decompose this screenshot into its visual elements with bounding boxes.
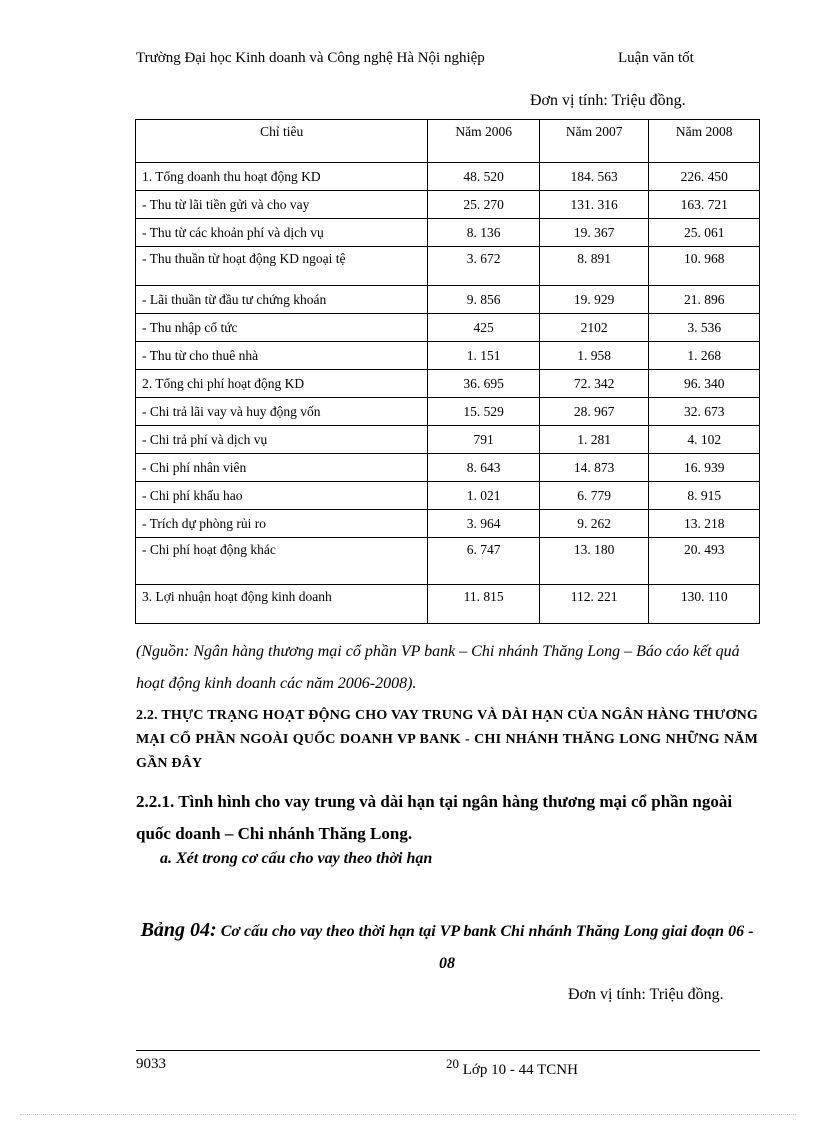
row-label: - Chi trả lãi vay và huy động vốn <box>136 398 428 426</box>
cell-2007: 131. 316 <box>539 191 649 219</box>
page-number: 20 <box>446 1056 459 1071</box>
cell-2007: 184. 563 <box>539 163 649 191</box>
cell-2006: 8. 643 <box>428 454 540 482</box>
header-indicator: Chỉ tiêu <box>136 120 428 163</box>
cell-2007: 1. 958 <box>539 342 649 370</box>
row-label: - Trích dự phòng rủi ro <box>136 510 428 538</box>
header-2007: Năm 2007 <box>539 120 649 163</box>
table-row <box>136 370 760 398</box>
cell-2007: 6. 779 <box>539 482 649 510</box>
cell-2006: 3. 964 <box>428 510 540 538</box>
cell-2008: 25. 061 <box>649 219 760 247</box>
row-label: - Thu nhập cổ tức <box>136 314 428 342</box>
cell-2008: 32. 673 <box>649 398 760 426</box>
cell-2007: 2102 <box>539 314 649 342</box>
cell-2007: 13. 180 <box>539 538 649 585</box>
cell-2008: 4. 102 <box>649 426 760 454</box>
cell-2008: 10. 968 <box>649 247 760 286</box>
row-label: 1. Tổng doanh thu hoạt động KD <box>136 163 428 191</box>
subheading-a: a. Xét trong cơ cấu cho vay theo thời hạn <box>160 850 433 867</box>
table-row <box>136 314 760 342</box>
cell-2006: 15. 529 <box>428 398 540 426</box>
cell-2008: 13. 218 <box>649 510 760 538</box>
row-label: 2. Tổng chi phí hoạt động KD <box>136 370 428 398</box>
unit-label-top: Đơn vị tính: Triệu đồng. <box>530 92 686 109</box>
cell-2006: 425 <box>428 314 540 342</box>
table-row <box>136 286 760 314</box>
cell-2007: 28. 967 <box>539 398 649 426</box>
table-4-caption <box>136 914 758 980</box>
cell-2007: 1. 281 <box>539 426 649 454</box>
cell-2007: 19. 929 <box>539 286 649 314</box>
table-row <box>136 219 760 247</box>
cell-2006: 11. 815 <box>428 585 540 624</box>
row-label: - Chi phí hoạt động khác <box>136 538 428 585</box>
footer-class-label: Lớp 10 - 44 TCNH <box>462 1062 578 1078</box>
section-heading-2-2: 2.2. THỰC TRẠNG HOẠT ĐỘNG CHO VAY TRUNG VÀ DÀI HẠN CỦA NGÂN HÀNG THƯƠNG MẠI CỔ PHẦN NGOÀI QUỐC DOANH VP BANK - CHI NHÁNH THĂNG LONG NHỮNG NĂM GẦN ĐÂY <box>136 708 758 771</box>
row-label: - Lãi thuần từ đầu tư chứng khoán <box>136 286 428 314</box>
table-row <box>136 585 760 624</box>
cell-2006: 8. 136 <box>428 219 540 247</box>
header-thesis: Luận văn tốt <box>618 50 694 66</box>
table-row <box>136 482 760 510</box>
cell-2007: 8. 891 <box>539 247 649 286</box>
cell-2008: 226. 450 <box>649 163 760 191</box>
row-label: - Thu từ cho thuê nhà <box>136 342 428 370</box>
cell-2007: 19. 367 <box>539 219 649 247</box>
cell-2008: 96. 340 <box>649 370 760 398</box>
financial-table <box>135 119 760 624</box>
cell-2008: 163. 721 <box>649 191 760 219</box>
row-label: - Thu từ lãi tiền gửi và cho vay <box>136 191 428 219</box>
cell-2008: 1. 268 <box>649 342 760 370</box>
source-note: (Nguồn: Ngân hàng thương mại cổ phần VP bank – Chi nhánh Thăng Long – Báo cáo kết quả hoạt động kinh doanh các năm 2006-2008). <box>136 643 740 692</box>
header-2008: Năm 2008 <box>649 120 760 163</box>
table-row <box>136 163 760 191</box>
cell-2008: 130. 110 <box>649 585 760 624</box>
table-4-title: Cơ cấu cho vay theo thời hạn tại VP bank Chi nhánh Thăng Long giai đoạn 06 - 08 <box>220 923 754 972</box>
unit-label-bottom: Đơn vị tính: Triệu đồng. <box>568 986 724 1003</box>
section-heading-2-2-1: 2.2.1. Tình hình cho vay trung và dài hạn tại ngân hàng thương mại cổ phần ngoài quốc doanh – Chi nhánh Thăng Long. <box>136 792 733 843</box>
table-row <box>136 342 760 370</box>
row-label: 3. Lợi nhuận hoạt động kinh doanh <box>136 585 428 624</box>
cell-2008: 3. 536 <box>649 314 760 342</box>
cell-2008: 20. 493 <box>649 538 760 585</box>
table-row <box>136 247 760 286</box>
table-4-label: Bảng 04: <box>140 919 217 941</box>
cell-2006: 6. 747 <box>428 538 540 585</box>
row-label: - Thu từ các khoản phí và dịch vụ <box>136 219 428 247</box>
header-2006: Năm 2006 <box>428 120 540 163</box>
cell-2006: 36. 695 <box>428 370 540 398</box>
cell-2007: 9. 262 <box>539 510 649 538</box>
table-row <box>136 454 760 482</box>
table-row <box>136 538 760 585</box>
cell-2006: 791 <box>428 426 540 454</box>
cell-2006: 3. 672 <box>428 247 540 286</box>
cell-2008: 16. 939 <box>649 454 760 482</box>
row-label: - Chi phí khấu hao <box>136 482 428 510</box>
header-school: Trường Đại học Kinh doanh và Công nghệ Hà Nội nghiệp <box>136 50 485 66</box>
table-row <box>136 426 760 454</box>
cell-2007: 112. 221 <box>539 585 649 624</box>
row-label: - Chi trả phí và dịch vụ <box>136 426 428 454</box>
table-row <box>136 510 760 538</box>
cell-2008: 21. 896 <box>649 286 760 314</box>
table-row <box>136 191 760 219</box>
footer-code: 9033 <box>136 1056 166 1072</box>
cell-2006: 25. 270 <box>428 191 540 219</box>
cell-2008: 8. 915 <box>649 482 760 510</box>
cell-2006: 48. 520 <box>428 163 540 191</box>
cell-2006: 1. 021 <box>428 482 540 510</box>
row-label: - Thu thuần từ hoạt động KD ngoại tệ <box>136 247 428 286</box>
footer-class <box>446 1056 578 1079</box>
cell-2007: 72. 342 <box>539 370 649 398</box>
page-edge-divider <box>20 1114 796 1115</box>
footer-divider <box>136 1050 760 1051</box>
row-label: - Chi phí nhân viên <box>136 454 428 482</box>
table-row <box>136 398 760 426</box>
cell-2007: 14. 873 <box>539 454 649 482</box>
cell-2006: 1. 151 <box>428 342 540 370</box>
table-header-row <box>136 120 760 163</box>
cell-2006: 9. 856 <box>428 286 540 314</box>
